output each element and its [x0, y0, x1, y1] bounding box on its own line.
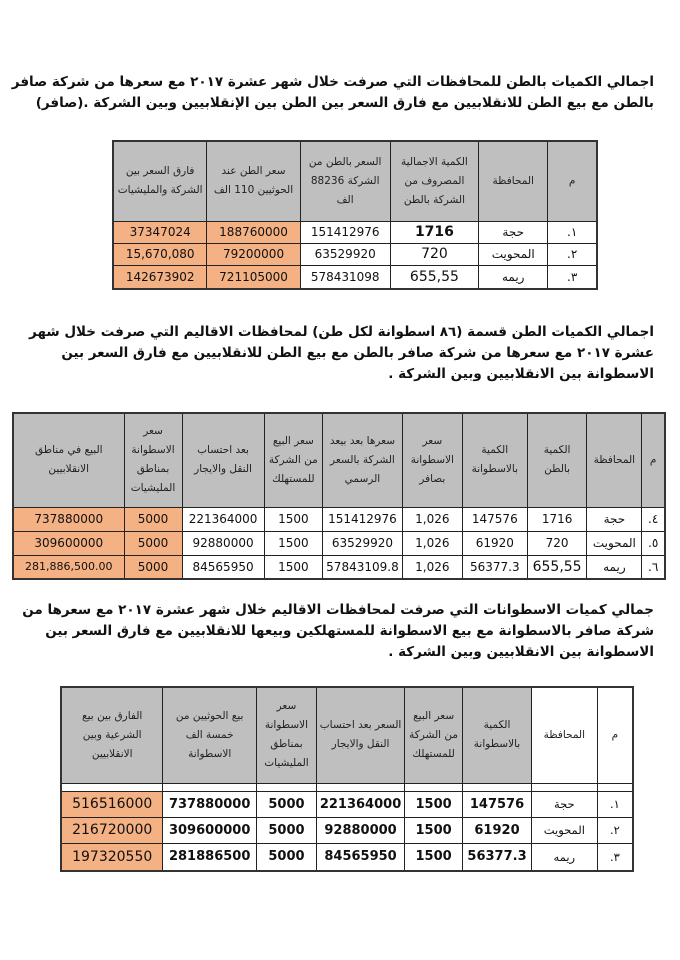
cell-company-price: 151412976 — [300, 221, 390, 243]
cell-gov: ريمه — [587, 555, 642, 579]
cell-company-price: 578431098 — [300, 265, 390, 289]
cell-num: ٥. — [642, 531, 665, 555]
cell-transport: 92880000 — [182, 531, 264, 555]
col-header-houthi-sale: بيع الحوثيين من خمسة الف الاسطوانة — [163, 687, 257, 783]
cell-official: 57843109.8 — [323, 555, 403, 579]
col-header-militia-price: سعر الاسطوانة بمناطق المليشيات — [256, 687, 316, 783]
cell-num: ٣. — [548, 265, 597, 289]
table-row — [113, 265, 597, 289]
col-header-qty-ton: الكمية بالطن — [527, 413, 587, 507]
cell-transport: 221364000 — [316, 791, 404, 817]
cell-official: 63529920 — [323, 531, 403, 555]
heading-line: بالطن مع بيع الطن للانقلابيين مع فارق السعر بين الطن بين الإنقلابيين وبين الشركة .(صافر) — [35, 95, 654, 111]
cell-num: ٣. — [597, 843, 633, 871]
col-header-gov: المحافظة — [587, 413, 642, 507]
section1-heading — [11, 72, 654, 114]
col-header-consumer: سعر البيع من الشركة للمستهلك — [405, 687, 463, 783]
cell-militia-price: 5000 — [256, 791, 316, 817]
cell-qty: 1716 — [390, 221, 479, 243]
heading-line: اجمالي الكميات الطن قسمة (٨٦ اسطوانة لكل طن) لمحافظات الاقاليم التي صرفت خلال شهر — [29, 324, 654, 340]
cell-qty-cyl: 147576 — [463, 791, 532, 817]
cell-consumer: 1500 — [264, 531, 323, 555]
cell-transport: 92880000 — [316, 817, 404, 843]
cell-diff: 142673902 — [113, 265, 207, 289]
cell-coup-sale: 737880000 — [13, 507, 124, 531]
cell-num: ١. — [597, 791, 633, 817]
cell-qty-ton: 720 — [527, 531, 587, 555]
cell-official: 151412976 — [323, 507, 403, 531]
col-header-consumer: سعر البيع من الشركة للمستهلك — [264, 413, 323, 507]
spacer-cell — [316, 783, 404, 791]
col-header-diff: فارق السعر بين الشركة والمليشيات — [113, 141, 207, 221]
cell-diff: 216720000 — [61, 817, 163, 843]
col-header-cyl-price: سعر الاسطوانة بصافر — [402, 413, 462, 507]
section3-heading — [14, 600, 654, 663]
col-header-num: م — [597, 687, 633, 783]
col-header-houthi-price: سعر الطن عند الحوثيين 110 الف — [207, 141, 300, 221]
cell-houthi-sale: 737880000 — [163, 791, 257, 817]
table-row — [13, 531, 665, 555]
heading-line: عشرة ٢٠١٧ مع سعرها من شركة صافر بالطن مع بيع الطن للانقلابيين مع فارق السعر بين — [61, 345, 654, 361]
cell-militia-price: 5000 — [124, 555, 182, 579]
table-row — [13, 555, 665, 579]
cell-qty: 655,55 — [390, 265, 479, 289]
cell-gov: حجة — [479, 221, 548, 243]
cell-gov: ريمه — [479, 265, 548, 289]
spacer-cell — [531, 783, 597, 791]
spacer-cell — [61, 783, 163, 791]
cell-qty-cyl: 147576 — [462, 507, 527, 531]
cell-gov: حجة — [531, 791, 597, 817]
col-header-qty-cyl: الكمية بالاسطوانة — [463, 687, 532, 783]
cell-num: ٦. — [642, 555, 665, 579]
table-cylinders-by-region — [12, 412, 666, 580]
cell-gov: المحويت — [531, 817, 597, 843]
table-row — [61, 843, 633, 871]
cell-qty-ton: 1716 — [527, 507, 587, 531]
cell-houthi-sale: 309600000 — [163, 817, 257, 843]
cell-num: ٢. — [548, 243, 597, 265]
cell-consumer: 1500 — [264, 555, 323, 579]
table-row — [113, 221, 597, 243]
cell-militia-price: 5000 — [124, 507, 182, 531]
cell-qty-cyl: 61920 — [462, 531, 527, 555]
cell-transport: 84565950 — [182, 555, 264, 579]
heading-line: شركة صافر بالاسطوانة مع بيع الاسطوانة للمستهلكين وبيعها للانقلابيين مع فارق السعر بين — [45, 623, 654, 639]
cell-diff: 197320550 — [61, 843, 163, 871]
spacer-cell — [463, 783, 532, 791]
cell-consumer: 1500 — [405, 791, 463, 817]
table-row — [13, 507, 665, 531]
cell-consumer: 1500 — [264, 507, 323, 531]
cell-diff: 516516000 — [61, 791, 163, 817]
table-tons-price — [112, 140, 598, 290]
cell-transport: 84565950 — [316, 843, 404, 871]
col-header-transport: بعد احتساب النقل والايجار — [182, 413, 264, 507]
spacer-cell — [597, 783, 633, 791]
cell-coup-sale: 281,886,500.00 — [13, 555, 124, 579]
col-header-official: سعرها بعد بيعد الشركة بالسعر الرسمي — [323, 413, 403, 507]
col-header-qty: الكمية الاجمالية المصروف من الشركة بالطن — [390, 141, 479, 221]
table-cylinders-difference — [60, 686, 634, 872]
col-header-gov: المحافظة — [479, 141, 548, 221]
col-header-qty-cyl: الكمية بالاسطوانة — [462, 413, 527, 507]
cell-houthi-price: 79200000 — [207, 243, 300, 265]
cell-consumer: 1500 — [405, 817, 463, 843]
cell-qty-ton: 655,55 — [527, 555, 587, 579]
col-header-coup-sale: البيع في مناطق الانقلابيين — [13, 413, 124, 507]
col-header-militia-price: سعر الاسطوانة بمناطق المليشيات — [124, 413, 182, 507]
cell-qty: 720 — [390, 243, 479, 265]
cell-cyl-price: 1,026 — [402, 507, 462, 531]
cell-transport: 221364000 — [182, 507, 264, 531]
cell-houthi-price: 188760000 — [207, 221, 300, 243]
col-header-transport: السعر بعد احتساب النقل والايجار — [316, 687, 404, 783]
heading-line: الاسطوانة بين الانقلابيين وبين الشركة . — [388, 366, 654, 382]
cell-cyl-price: 1,026 — [402, 531, 462, 555]
col-header-num: م — [642, 413, 665, 507]
cell-company-price: 63529920 — [300, 243, 390, 265]
cell-qty-cyl: 61920 — [463, 817, 532, 843]
cell-houthi-price: 721105000 — [207, 265, 300, 289]
col-header-company-price: السعر بالطن من الشركة 88236 الف — [300, 141, 390, 221]
cell-houthi-sale: 281886500 — [163, 843, 257, 871]
heading-line: الاسطوانة بين الانقلابيين وبين الشركة . — [388, 644, 654, 660]
spacer-cell — [163, 783, 257, 791]
col-header-gov: المحافظة — [531, 687, 597, 783]
spacer-cell — [256, 783, 316, 791]
cell-militia-price: 5000 — [256, 817, 316, 843]
cell-diff: 15,670,080 — [113, 243, 207, 265]
heading-line: جمالي كميات الاسطوانات التي صرفت لمحافظات الاقاليم خلال شهر عشرة ٢٠١٧ مع سعرها من — [22, 602, 654, 618]
cell-gov: المحويت — [587, 531, 642, 555]
cell-militia-price: 5000 — [124, 531, 182, 555]
table-row — [61, 791, 633, 817]
table-row — [113, 243, 597, 265]
cell-gov: حجة — [587, 507, 642, 531]
cell-qty-cyl: 56377.3 — [463, 843, 532, 871]
cell-num: ٤. — [642, 507, 665, 531]
cell-consumer: 1500 — [405, 843, 463, 871]
cell-gov: ريمه — [531, 843, 597, 871]
cell-gov: المحويت — [479, 243, 548, 265]
heading-line: اجمالي الكميات بالطن للمحافظات التي صرفت خلال شهر عشرة ٢٠١٧ مع سعرها من شركة صافر — [11, 74, 654, 90]
cell-militia-price: 5000 — [256, 843, 316, 871]
cell-qty-cyl: 56377.3 — [462, 555, 527, 579]
cell-num: ١. — [548, 221, 597, 243]
col-header-num: م — [548, 141, 597, 221]
spacer-cell — [405, 783, 463, 791]
col-header-diff: الفارق بين بيع الشرعية وبين الانقلابيين — [61, 687, 163, 783]
cell-diff: 37347024 — [113, 221, 207, 243]
cell-cyl-price: 1,026 — [402, 555, 462, 579]
section2-heading — [14, 322, 654, 385]
cell-num: ٢. — [597, 817, 633, 843]
table-row — [61, 817, 633, 843]
cell-coup-sale: 309600000 — [13, 531, 124, 555]
